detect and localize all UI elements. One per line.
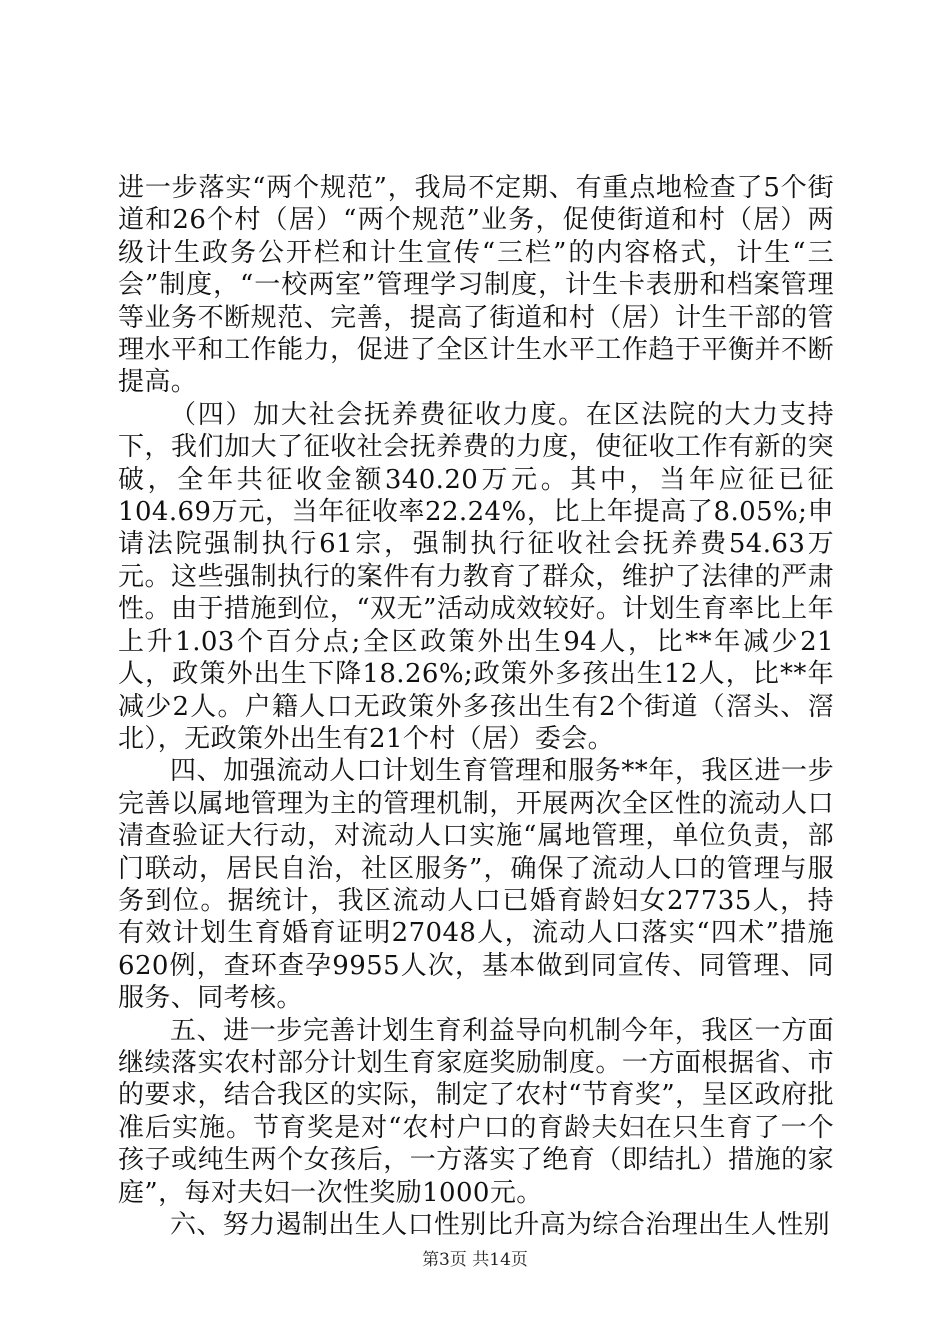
paragraph-incentive-mechanism: 五、进一步完善计划生育利益导向机制今年，我区一方面继续落实农村部分计划生育家庭奖励制度。一方面根据省、市的要求，结合我区的实际，制定了农村“节育奖”，呈区政府批准后实施。节育奖是对“农村户口的育龄夫妇在只生育了一个孩子或纯生两个女孩后，一方落实了绝育（即结扎）措施的家庭”，每对夫妇一次性奖励1000元。 [118, 1015, 834, 1208]
document-body [118, 172, 834, 1241]
page-number-footer: 第3页 共14页 [422, 1250, 528, 1270]
paragraph-floating-population: 四、加强流动人口计划生育管理和服务**年，我区进一步完善以属地管理为主的管理机制，开展两次全区性的流动人口清查验证大行动，对流动人口实施“属地管理，单位负责，部门联动，居民自治，社区服务”，确保了流动人口的管理与服务到位。据统计，我区流动人口已婚育龄妇女27735人，持有效计划生育婚育证明27048人，流动人口落实“四术”措施620例，查环查孕9955人次，基本做到同宣传、同管理、同服务、同考核。 [118, 756, 834, 1014]
paragraph-section-4-fee-collection: （四）加大社会抚养费征收力度。在区法院的大力支持下，我们加大了征收社会抚养费的力度，使征收工作有新的突破，全年共征收金额340.20万元。其中，当年应征已征104.69万元，当年征收率22.24%，比上年提高了8.05%;申请法院强制执行61宗，强制执行征收社会抚养费54.63万元。这些强制执行的案件有力教育了群众，维护了法律的严肃性。由于措施到位，“双无”活动成效较好。计划生育率比上年上升1.03个百分点;全区政策外出生94人，比**年减少21人，政策外出生下降18.26%;政策外多孩出生12人，比**年减少2人。户籍人口无政策外多孩出生有2个街道（滘头、滘北），无政策外出生有21个村（居）委会。 [118, 399, 834, 754]
paragraph-continuation: 进一步落实“两个规范”，我局不定期、有重点地检查了5个街道和26个村（居）“两个规范”业务，促使街道和村（居）两级计生政务公开栏和计生宣传“三栏”的内容格式，计生“三会”制度，“一校两室”管理学习制度，计生卡表册和档案管理等业务不断规范、完善，提高了街道和村（居）计生干部的管理水平和工作能力，促进了全区计生水平工作趋于平衡并不断提高。 [118, 173, 834, 398]
paragraph-sex-ratio: 六、努力遏制出生人口性别比升高为综合治理出生人性别 [170, 1210, 831, 1240]
